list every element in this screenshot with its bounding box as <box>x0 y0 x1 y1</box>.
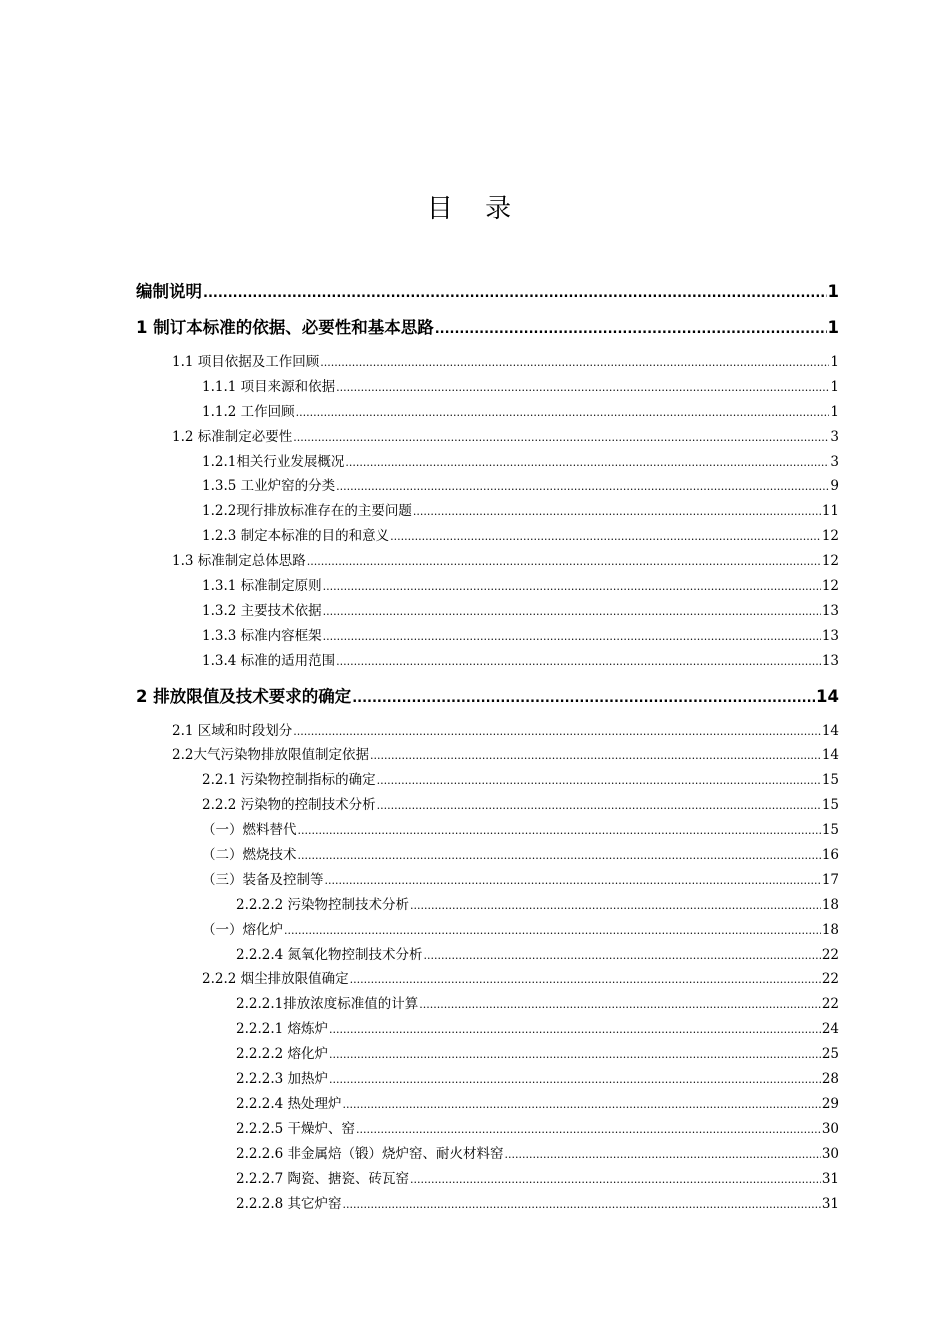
toc-page-number: 1 <box>827 282 839 301</box>
toc-dot-leader <box>435 314 827 343</box>
toc-entry[interactable] <box>136 843 839 868</box>
toc-entry-title: 1.3.1 标准制定原则 <box>202 578 322 595</box>
toc-page-number: 31 <box>821 1195 839 1212</box>
toc-entry-title: 2.2.2.5 干燥炉、窑 <box>236 1120 356 1137</box>
toc-entry[interactable] <box>136 314 839 341</box>
toc-page-number: 9 <box>830 478 839 495</box>
toc-page-number: 22 <box>821 996 839 1013</box>
toc-dot-leader <box>356 1117 821 1143</box>
toc-dot-leader <box>323 599 821 625</box>
toc-page-number: 18 <box>821 896 839 913</box>
toc-entry-title: 编制说明 <box>136 282 202 301</box>
toc-entry-title: 2.2.2 烟尘排放限值确定 <box>202 971 349 988</box>
toc-page-number: 12 <box>821 528 839 545</box>
toc-dot-leader <box>293 719 821 745</box>
toc-entry-title: 2.2大气污染物排放限值制定依据 <box>172 747 369 764</box>
toc-page-number: 13 <box>821 627 839 644</box>
toc-dot-leader <box>320 350 829 376</box>
toc-entry[interactable] <box>136 1117 839 1142</box>
toc-page-number: 1 <box>830 354 839 370</box>
toc-entry[interactable] <box>136 499 839 524</box>
toc-dot-leader <box>329 1067 821 1093</box>
toc-entry-title: 2.2.1 污染物控制指标的确定 <box>202 772 376 789</box>
toc-entry-title: 1.3.3 标准内容框架 <box>202 627 322 644</box>
page-title: 目 录 <box>426 194 524 224</box>
toc-page-number: 11 <box>821 503 839 520</box>
toc-entry-title: 1.1.2 工作回顾 <box>202 403 295 420</box>
toc-entry-title: 1.3.5 工业炉窑的分类 <box>202 478 336 495</box>
toc-entry[interactable] <box>136 450 839 475</box>
toc-dot-leader <box>298 818 821 844</box>
toc-dot-leader <box>505 1142 821 1168</box>
toc-entry-title: 1.2.3 制定本标准的目的和意义 <box>202 528 390 545</box>
toc-dot-leader <box>390 524 821 550</box>
toc-dot-leader <box>419 992 821 1018</box>
toc-entry[interactable] <box>136 524 839 549</box>
toc-entry-title: （一）熔化炉 <box>202 921 283 938</box>
toc-page-number: 22 <box>821 971 839 988</box>
toc-entry-title: 2 排放限值及技术要求的确定 <box>136 686 352 706</box>
toc-entry[interactable] <box>136 474 839 499</box>
toc-entry[interactable] <box>136 1142 839 1167</box>
toc-dot-leader <box>377 793 821 819</box>
toc-page-number: 12 <box>821 578 839 595</box>
toc-dot-leader <box>203 278 827 307</box>
toc-entry[interactable] <box>136 1042 839 1067</box>
toc-page-number: 3 <box>830 453 839 470</box>
toc-dot-leader <box>410 893 821 919</box>
toc-entry[interactable] <box>136 967 839 992</box>
toc-entry-title: 2.2.2.1排放浓度标准值的计算 <box>236 996 419 1013</box>
toc-page-number: 30 <box>821 1120 839 1137</box>
toc-dot-leader <box>323 624 821 650</box>
toc-page-number: 3 <box>830 428 839 445</box>
toc-page-number: 14 <box>816 686 839 706</box>
toc-dot-leader <box>345 450 829 476</box>
toc-entry-title: 2.2.2.3 加热炉 <box>236 1071 329 1088</box>
toc-entry[interactable] <box>136 818 839 843</box>
toc-entry-title: 1.1.1 项目来源和依据 <box>202 378 336 395</box>
toc-dot-leader <box>343 1192 821 1218</box>
toc-dot-leader <box>410 1167 821 1193</box>
toc-page-number: 24 <box>821 1021 839 1038</box>
toc-entry-title: 1.3.2 主要技术依据 <box>202 602 322 619</box>
toc-entry-title: 2.1 区域和时段划分 <box>172 722 293 739</box>
toc-page-number: 29 <box>821 1095 839 1112</box>
toc-entry[interactable] <box>136 425 839 450</box>
toc-page-number: 18 <box>821 921 839 938</box>
toc-entry[interactable] <box>136 893 839 918</box>
toc-dot-leader <box>350 967 821 993</box>
toc-dot-leader <box>370 743 821 769</box>
toc-entry-title: 2.2.2.7 陶瓷、搪瓷、砖瓦窑 <box>236 1170 410 1187</box>
toc-dot-leader <box>329 1042 821 1068</box>
toc-entry-title: 2.2.2.6 非金属焙（锻）烧炉窑、耐火材料窑 <box>236 1145 504 1162</box>
toc-page-number: 12 <box>821 553 839 570</box>
toc-entry-title: 1.3 标准制定总体思路 <box>172 553 306 570</box>
toc-entry[interactable] <box>136 599 839 624</box>
toc-page-number: 22 <box>821 946 839 963</box>
toc-page-number: 25 <box>821 1046 839 1063</box>
toc-page-number: 14 <box>821 722 839 739</box>
toc-entry[interactable] <box>136 400 839 425</box>
toc-dot-leader <box>336 649 821 675</box>
toc-entry[interactable] <box>136 918 839 943</box>
toc-entry-title: （二）燃烧技术 <box>202 847 297 864</box>
toc-entry[interactable] <box>136 624 839 649</box>
toc-dot-leader <box>298 843 821 869</box>
toc-page-number: 17 <box>821 871 839 888</box>
toc-page-number: 15 <box>821 822 839 839</box>
toc-entry[interactable] <box>136 1167 839 1192</box>
toc-entry-title: 2.2.2.4 氮氧化物控制技术分析 <box>236 946 423 963</box>
toc-entry[interactable] <box>136 992 839 1017</box>
toc-entry[interactable] <box>136 719 839 744</box>
toc-entry-title: 2.2.2.2 熔化炉 <box>236 1046 329 1063</box>
toc-dot-leader <box>336 375 829 401</box>
toc-dot-leader <box>329 1017 821 1043</box>
toc-page-number: 16 <box>821 847 839 864</box>
toc-entry-title: 2.2.2.1 熔炼炉 <box>236 1021 329 1038</box>
toc-dot-leader <box>343 1092 821 1118</box>
toc-dot-leader <box>424 943 821 969</box>
toc-dot-leader <box>377 768 821 794</box>
toc-entry-title: 2.2.2.4 热处理炉 <box>236 1095 342 1112</box>
toc-page-number: 15 <box>821 797 839 814</box>
toc-entry[interactable] <box>136 743 839 768</box>
toc-entry-title: 1.3.4 标准的适用范围 <box>202 652 336 669</box>
toc-dot-leader <box>325 868 821 894</box>
toc-page-number: 1 <box>830 403 839 420</box>
toc-entry[interactable] <box>136 768 839 793</box>
toc-page-number: 28 <box>821 1071 839 1088</box>
toc-entry-title: 1.2.1相关行业发展概况 <box>202 453 345 470</box>
toc-dot-leader <box>323 574 821 600</box>
toc-dot-leader <box>413 499 821 525</box>
toc-page-number: 30 <box>821 1145 839 1162</box>
toc-dot-leader <box>352 683 815 712</box>
toc-entry[interactable] <box>136 1017 839 1042</box>
toc-entry-title: 1.2.2现行排放标准存在的主要问题 <box>202 503 412 520</box>
toc-entry[interactable] <box>136 278 839 305</box>
toc-entry-title: 2.2.2 污染物的控制技术分析 <box>202 797 376 814</box>
toc-dot-leader <box>296 400 830 426</box>
toc-entry[interactable] <box>136 350 839 375</box>
table-of-contents <box>136 278 839 1216</box>
toc-entry[interactable] <box>136 375 839 400</box>
toc-entry[interactable] <box>136 943 839 968</box>
toc-dot-leader <box>336 474 829 500</box>
toc-entry-title: 2.2.2.8 其它炉窑 <box>236 1195 342 1212</box>
toc-page-number: 31 <box>821 1170 839 1187</box>
toc-entry[interactable] <box>136 649 839 674</box>
toc-dot-leader <box>293 425 829 451</box>
toc-entry[interactable] <box>136 683 839 710</box>
toc-entry-title: （一）燃料替代 <box>202 822 297 839</box>
toc-entry-title: 1.2 标准制定必要性 <box>172 428 293 445</box>
toc-entry[interactable] <box>136 549 839 574</box>
toc-entry-title: （三）装备及控制等 <box>202 871 324 888</box>
toc-page-number: 14 <box>821 747 839 764</box>
toc-dot-leader <box>307 549 821 575</box>
toc-entry-title: 1 制订本标准的依据、必要性和基本思路 <box>136 318 434 337</box>
toc-entry-title: 1.1 项目依据及工作回顾 <box>172 354 320 370</box>
toc-entry[interactable] <box>136 1192 839 1217</box>
toc-page-number: 13 <box>821 602 839 619</box>
toc-entry[interactable] <box>136 1092 839 1117</box>
toc-entry[interactable] <box>136 793 839 818</box>
toc-page-number: 15 <box>821 772 839 789</box>
toc-page-number: 1 <box>830 378 839 395</box>
toc-dot-leader <box>284 918 821 944</box>
toc-entry[interactable] <box>136 1067 839 1092</box>
toc-entry[interactable] <box>136 574 839 599</box>
toc-page-number: 1 <box>827 318 839 337</box>
toc-entry[interactable] <box>136 868 839 893</box>
toc-entry-title: 2.2.2.2 污染物控制技术分析 <box>236 896 410 913</box>
toc-page-number: 13 <box>821 652 839 669</box>
